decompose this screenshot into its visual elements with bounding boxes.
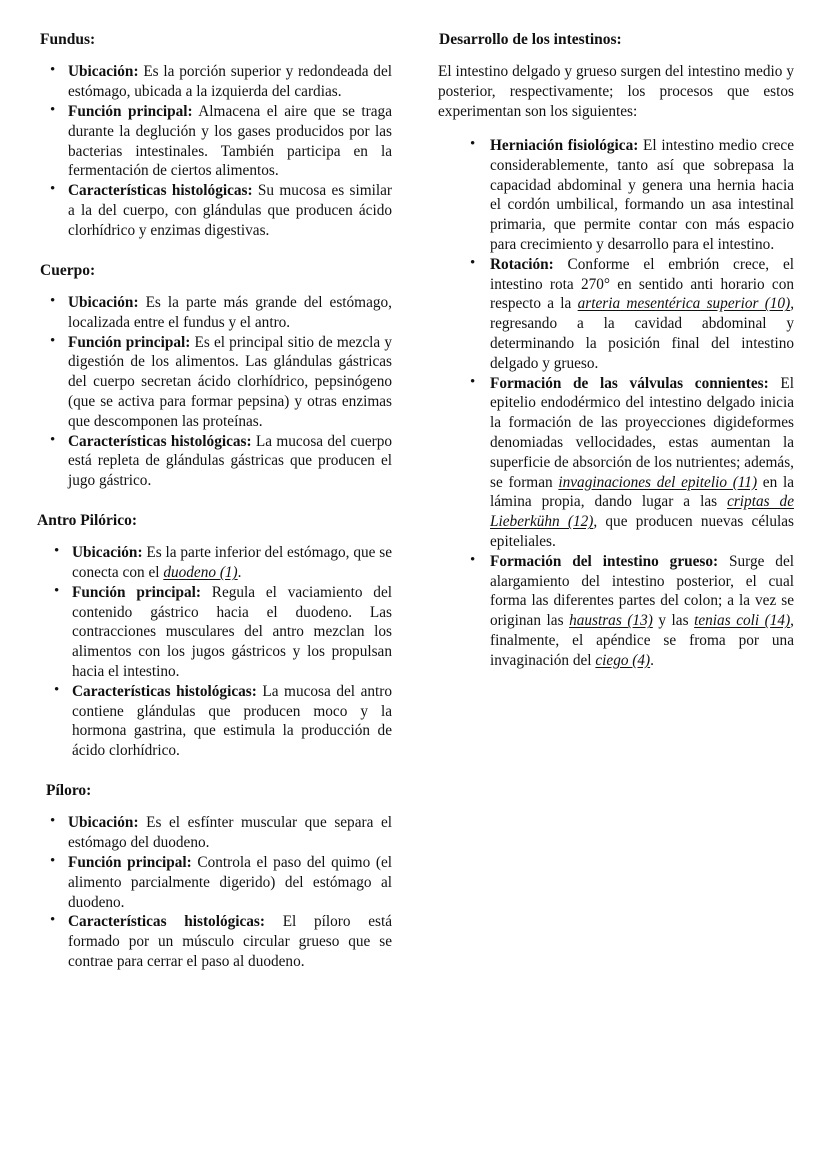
list-item-lead: Características histológicas: xyxy=(72,682,257,700)
list-item-text: Es el esfínter muscular que separa el estómago del duodeno. xyxy=(68,814,392,852)
list-item-text-tail-2: , finalmente, el apéndice se froma por una invaginación del xyxy=(490,612,794,669)
list-item-lead: Herniación fisiológica: xyxy=(490,137,639,154)
list-item-text: Almacena el aire que se traga durante la deglución y los gases producidos por las bacterias intestinales. También participa en la fermentación de ciertos alimentos. xyxy=(68,102,392,180)
section-cuerpo xyxy=(36,261,392,491)
list-item-text: Es la parte más grande del estómago, localizada entre el fundus y el antro. xyxy=(68,293,392,331)
section-desarrollo-intestinos xyxy=(438,30,794,671)
list-item xyxy=(36,432,392,491)
list-item xyxy=(36,583,392,682)
list-item-text: La mucosa del antro contiene glándulas que producen moco y la hormona gastrina, que estimula la producción de ácido clorhídrico. xyxy=(72,682,393,760)
list-item-lead: Ubicación: xyxy=(68,814,139,832)
list-item-text: Regula el vaciamiento del contenido gástrico hacia el duodeno. Las contracciones musculares del antro mezclan los alimentos con los jugos gástricos y los propulsan hacia el intestino. xyxy=(72,583,392,681)
list-item-text: El píloro está formado por un músculo circular grueso que se contrae para cerrar el paso al duodeno. xyxy=(68,913,393,970)
list-item xyxy=(36,853,392,912)
anatomical-term: haustras (13) xyxy=(569,612,653,630)
left-column xyxy=(36,30,392,972)
two-column-layout xyxy=(36,30,795,972)
list-item-text-tail: en la lámina propia, dando lugar a las xyxy=(490,473,794,511)
list-item-text: El epitelio endodérmico del intestino delgado inicia la formación de las proyecciones digideformes denomiadas vellocidades, estas aumentan la superficie de absorción de los nutrientes; además, se forman xyxy=(490,374,794,491)
list-item xyxy=(36,293,392,333)
list-item-text: Surge del alargamiento del intestino posterior, el cual forma las diferentes partes del colon; a la vez se originan las xyxy=(490,552,794,630)
heading-desarrollo-intestinos: Desarrollo de los intestinos: xyxy=(439,31,622,48)
anatomical-term: duodeno (1) xyxy=(163,564,238,582)
list-item-lead: Características histológicas: xyxy=(68,432,252,450)
anatomical-term: ciego (4) xyxy=(595,651,651,669)
list-item xyxy=(36,102,392,181)
list-item-text: Es la porción superior y redondeada del estómago, ubicada a la izquierda del cardias. xyxy=(68,63,392,101)
section-piloro xyxy=(36,781,392,972)
anatomical-term: criptas de Lieberkühn (12) xyxy=(490,493,794,531)
list-item-lead: Función principal: xyxy=(68,102,193,120)
list-item xyxy=(36,333,392,432)
section-antro-pilorico xyxy=(36,511,392,761)
list-item xyxy=(36,682,392,761)
list-item xyxy=(438,374,794,552)
list-cuerpo xyxy=(36,293,392,491)
right-column xyxy=(438,30,794,671)
list-item-text: Es el principal sitio de mezcla y digestión de los alimentos. Las glándulas gástricas del cuerpo secretan ácido clorhídrico, pepsinógeno (que se activa para formar pepsina) y otras enzimas que descomponen las proteínas. xyxy=(68,333,392,430)
list-item-text-tail: . xyxy=(237,564,242,582)
heading-cuerpo: Cuerpo: xyxy=(40,261,96,279)
list-item-lead: Ubicación: xyxy=(68,63,139,81)
list-item-text: La mucosa del cuerpo está repleta de glándulas gástricas que producen el jugo gástrico. xyxy=(68,432,393,490)
list-item-text-tail-2: , que producen nuevas células epiteliales. xyxy=(490,513,794,550)
list-item-text: Es la parte inferior del estómago, que se conecta con el xyxy=(72,544,392,582)
anatomical-term: tenias coli (14) xyxy=(694,612,791,630)
list-item-lead: Rotación: xyxy=(490,255,554,273)
list-item xyxy=(438,136,794,255)
list-item-text-tail: y las xyxy=(652,612,695,630)
list-item-text: El intestino medio crece considerablemente, tanto así que sobrepasa la capacidad abdominal y genera una hernia hacia el cordón umbilical, formando un asa intestinal primaria, que permite contar con más espacio para crecimiento y desarrollo para el intestino. xyxy=(490,137,794,253)
list-item xyxy=(36,543,392,583)
list-antro-pilorico xyxy=(36,543,392,761)
list-item-lead: Ubicación: xyxy=(68,293,139,311)
list-item-text: Conforme el embrión crece, el intestino rota 270° en sentido anti horario con respecto a la xyxy=(490,255,794,313)
heading-antro-pilorico: Antro Pilórico: xyxy=(37,511,138,529)
list-item-lead: Función principal: xyxy=(68,854,192,871)
list-item-text-tail: , regresando a la cavidad abdominal y determinando la posición final del intestino delgado y grueso. xyxy=(490,295,795,372)
list-item-lead: Formación de las válvulas connientes: xyxy=(490,374,769,392)
list-item-lead: Características histológicas: xyxy=(68,182,253,200)
list-item-text: Su mucosa es similar a la del cuerpo, con glándulas que producen ácido clorhídrico y enzimas digestivas. xyxy=(68,182,392,239)
list-fundus xyxy=(36,62,392,240)
list-item-lead: Características histológicas: xyxy=(68,913,265,931)
list-piloro xyxy=(36,813,392,971)
anatomical-term: invaginaciones del epitelio (11) xyxy=(558,473,758,491)
list-item-lead: Formación del intestino grueso: xyxy=(490,552,719,570)
intro-paragraph: El intestino delgado y grueso surgen del intestino medio y posterior, respectivamente; los procesos que estos experimentan son los siguientes: xyxy=(438,63,794,121)
heading-piloro: Píloro: xyxy=(46,782,92,800)
list-item xyxy=(438,255,794,374)
list-item xyxy=(438,552,794,671)
list-desarrollo-intestinos xyxy=(438,136,794,671)
list-item xyxy=(36,181,392,240)
list-item-lead: Función principal: xyxy=(68,333,191,351)
list-item-lead: Función principal: xyxy=(72,583,201,601)
heading-fundus: Fundus: xyxy=(40,31,96,48)
list-item xyxy=(36,813,392,853)
list-item-text-tail-3: . xyxy=(650,651,654,669)
list-item-text: Controla el paso del quimo (el alimento parcialmente digerido) del estómago al duodeno. xyxy=(68,854,392,911)
list-item xyxy=(36,62,392,102)
section-fundus xyxy=(36,30,392,241)
anatomical-term: arteria mesentérica superior (10) xyxy=(577,295,791,313)
list-item xyxy=(36,912,392,971)
list-item-lead: Ubicación: xyxy=(72,544,143,562)
